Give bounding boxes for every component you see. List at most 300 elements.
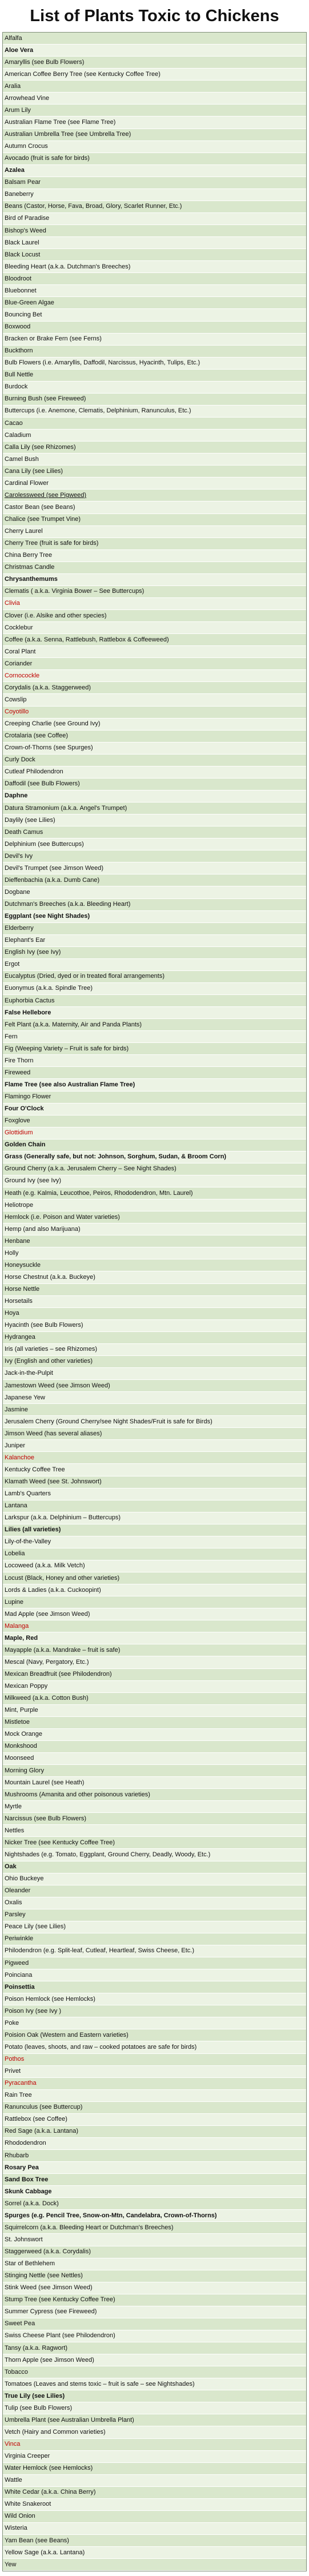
plant-name: Hemlock (i.e. Poison and Water varieties) (5, 1213, 120, 1221)
plant-row (3, 610, 306, 622)
plant-row (3, 923, 306, 935)
plant-row (3, 2499, 306, 2511)
plant-row (3, 33, 306, 45)
plant-name: Hoya (5, 1310, 19, 1317)
plant-row (3, 2282, 306, 2294)
plant-name: Foxglove (5, 1117, 30, 1125)
plant-name: Ranunculus (see Buttercup) (5, 2104, 83, 2111)
plant-row (3, 731, 306, 743)
plant-name: Hyacinth (see Bulb Flowers) (5, 1322, 83, 1329)
plant-name: Parsley (5, 1911, 26, 1919)
plant-name: Camel Bush (5, 455, 39, 463)
plant-row (3, 334, 306, 346)
plant-row (3, 1777, 306, 1789)
plant-name: Flame Tree (see also Australian Flame Tree) (5, 1081, 135, 1088)
plant-name: Ohio Buckeye (5, 1875, 44, 1883)
plant-name: Azalea (5, 167, 25, 174)
plant-name: Vetch (Hairy and Common varieties) (5, 2428, 106, 2435)
plant-name: Arrowhead Vine (5, 94, 50, 102)
plant-row (3, 1067, 306, 1079)
plant-name: Bracken or Brake Fern (see Ferns) (5, 335, 102, 343)
plant-name: Lamb's Quarters (5, 1490, 51, 1498)
plant-name: Stump Tree (see Kentucky Coffee Tree) (5, 2296, 115, 2304)
plant-row (3, 1127, 306, 1139)
plant-row (3, 2186, 306, 2198)
plant-row (3, 370, 306, 382)
plant-row (3, 1392, 306, 1404)
plant-name: Umbrella Plant (see Australian Umbrella Plant) (5, 2416, 134, 2423)
plant-name: Tulip (see Bulb Flowers) (5, 2404, 73, 2412)
plant-row (3, 814, 306, 826)
page-title: List of Plants Toxic to Chickens (30, 7, 279, 25)
plant-row (3, 2306, 306, 2318)
plant-row (3, 1092, 306, 1104)
plant-name: Coffee (a.k.a. Senna, Rattlebush, Rattlebox & Coffeeweed) (5, 636, 169, 643)
plant-row (3, 105, 306, 117)
plant-row (3, 1296, 306, 1308)
plant-name: Cana Lily (see Lilies) (5, 467, 63, 475)
plant-name: Nicker Tree (see Kentucky Coffee Tree) (5, 1839, 115, 1846)
plant-name: Malanga (5, 1622, 29, 1630)
plant-table (2, 32, 307, 2571)
plant-row (3, 971, 306, 983)
plant-name: Aloe Vera (5, 46, 34, 54)
plant-name: Lilies (all varieties) (5, 1526, 61, 1534)
plant-row (3, 1837, 306, 1849)
plant-row (3, 2463, 306, 2475)
plant-name: Amaryllis (see Bulb Flowers) (5, 58, 85, 66)
plant-row (3, 1921, 306, 1933)
plant-row (3, 478, 306, 489)
plant-name: Poison Hemlock (see Hemlocks) (5, 1995, 95, 2003)
plant-row (3, 2439, 306, 2451)
plant-name: Moonseed (5, 1755, 34, 1762)
plant-row (3, 406, 306, 418)
plant-name: Boxwood (5, 323, 31, 331)
plant-row (3, 526, 306, 538)
plant-row (3, 550, 306, 562)
plant-name: Bluebonnet (5, 287, 37, 294)
plant-row (3, 273, 306, 285)
plant-name: Larkspur (a.k.a. Delphinium – Buttercups) (5, 1514, 121, 1522)
plant-row (3, 2102, 306, 2114)
plant-name: Daphne (5, 792, 28, 800)
plant-name: Creeping Charlie (see Ground Ivy) (5, 720, 101, 728)
plant-name: Locoweed (a.k.a. Milk Vetch) (5, 1562, 85, 1570)
plant-name: Stink Weed (see Jimson Weed) (5, 2284, 93, 2292)
plant-name: Aralia (5, 82, 21, 90)
plant-name: Mistletoe (5, 1719, 30, 1726)
plant-name: Datura Stramonium (a.k.a. Angel's Trumpet) (5, 804, 127, 812)
plant-name: Glottidium (5, 1129, 33, 1137)
plant-row (3, 598, 306, 610)
plant-row (3, 129, 306, 141)
plant-row (3, 574, 306, 586)
plant-row (3, 1116, 306, 1127)
plant-name: Cornocockle (5, 672, 40, 679)
plant-name: Castor Bean (see Beans) (5, 503, 75, 511)
plant-row (3, 2559, 306, 2571)
plant-row (3, 947, 306, 959)
plant-name: Coral Plant (5, 648, 36, 655)
plant-name: Holly (5, 1249, 19, 1257)
plant-name: Horse Chestnut (a.k.a. Buckeye) (5, 1273, 95, 1281)
plant-row (3, 442, 306, 454)
plant-row (3, 1873, 306, 1885)
plant-name: Rhododendron (5, 2140, 46, 2147)
plant-name: Dogbane (5, 888, 30, 896)
plant-name: Ivy (English and other varieties) (5, 1358, 93, 1365)
plant-row (3, 1644, 306, 1656)
plant-row (3, 1488, 306, 1500)
plant-name: Nightshades (e.g. Tomato, Eggplant, Ground Cherry, Deadly, Woody, Etc.) (5, 1851, 211, 1858)
plant-name: Spurges (e.g. Pencil Tree, Snow-on-Mtn, Candelabra, Crown-of-Thorns) (5, 2212, 217, 2219)
plant-row (3, 189, 306, 201)
plant-name: Mushrooms (Amanita and other poisonous varieties) (5, 1791, 150, 1798)
plant-row (3, 177, 306, 189)
plant-row (3, 707, 306, 719)
plant-name: Black Locust (5, 251, 41, 258)
plant-row (3, 911, 306, 923)
plant-name: Rattlebox (see Coffee) (5, 2116, 67, 2123)
plant-row (3, 2078, 306, 2090)
plant-name: Jack-in-the-Pulpit (5, 1370, 53, 1377)
plant-name: Calla Lily (see Rhizomes) (5, 443, 76, 451)
plant-name: Devil's Trumpet (see Jimson Weed) (5, 864, 104, 872)
plant-row (3, 634, 306, 646)
plant-name: Mexican Breadfruit (see Philodendron) (5, 1671, 112, 1678)
plant-row (3, 1235, 306, 1247)
plant-name: White Snakeroot (5, 2501, 51, 2508)
plant-name: Caladium (5, 431, 31, 439)
plant-row (3, 1669, 306, 1681)
plant-row (3, 2402, 306, 2414)
plant-row (3, 1813, 306, 1825)
plant-row (3, 2198, 306, 2210)
plant-name: Horse Nettle (5, 1286, 40, 1293)
plant-row (3, 959, 306, 971)
plant-name: Bleeding Heart (a.k.a. Dutchman's Breeches) (5, 263, 131, 270)
plant-name: Thorn Apple (see Jimson Weed) (5, 2356, 94, 2364)
plant-row (3, 1175, 306, 1187)
plant-row (3, 1428, 306, 1440)
plant-name: Elephant's Ear (5, 937, 46, 944)
plant-name: Flamingo Flower (5, 1093, 51, 1101)
plant-row (3, 2378, 306, 2390)
plant-name: Lily-of-the-Valley (5, 1538, 51, 1546)
plant-row (3, 2390, 306, 2402)
plant-row (3, 2523, 306, 2535)
plant-row (3, 779, 306, 791)
plant-row (3, 1885, 306, 1897)
plant-name: Tansy (a.k.a. Ragwort) (5, 2344, 68, 2352)
plant-row (3, 1452, 306, 1464)
plant-name: Poinciana (5, 1971, 33, 1979)
plant-name: Squirrelcorn (a.k.a. Bleeding Heart or Dutchman's Breeches) (5, 2224, 174, 2231)
plant-row (3, 165, 306, 177)
plant-name: Nettles (5, 1827, 25, 1834)
plant-name: Avocado (fruit is safe for birds) (5, 155, 90, 162)
plant-row (3, 93, 306, 105)
plant-row (3, 141, 306, 153)
plant-row (3, 2005, 306, 2017)
plant-row (3, 2354, 306, 2366)
plant-name: Bloodroot (5, 275, 32, 282)
plant-name: Yellow Sage (a.k.a. Lantana) (5, 2549, 85, 2556)
plant-row (3, 1789, 306, 1801)
plant-name: Fig (Weeping Variety – Fruit is safe for birds) (5, 1045, 129, 1052)
plant-row (3, 201, 306, 213)
plant-row (3, 2342, 306, 2354)
plant-name: Locust (Black, Honey and other varieties) (5, 1574, 120, 1582)
plant-name: Cardinal Flower (5, 479, 49, 487)
plant-row (3, 1897, 306, 1909)
plant-name: Kentucky Coffee Tree (5, 1466, 65, 1473)
plant-name: Cherry Laurel (5, 528, 43, 535)
plant-name: Klamath Weed (see St. Johnswort) (5, 1478, 102, 1486)
plant-name: Crotalaria (see Coffee) (5, 732, 69, 740)
plant-row (3, 2162, 306, 2174)
plant-name: Myrtle (5, 1803, 22, 1810)
plant-row (3, 2258, 306, 2270)
plant-row (3, 2054, 306, 2066)
plant-name: Dieffenbachia (a.k.a. Dumb Cane) (5, 876, 100, 884)
plant-name: Staggerweed (a.k.a. Corydalis) (5, 2248, 91, 2256)
plant-row (3, 466, 306, 478)
plant-name: Golden Chain (5, 1141, 46, 1149)
plant-name: Poison Ivy (see Ivy ) (5, 2007, 62, 2015)
plant-name: Ground Ivy (see Ivy) (5, 1177, 62, 1185)
plant-row (3, 995, 306, 1007)
plant-row (3, 2090, 306, 2102)
plant-name: Cacao (5, 419, 23, 427)
plant-name: Pyracantha (5, 2080, 37, 2087)
plant-name: Black Laurel (5, 239, 39, 246)
plant-row (3, 1380, 306, 1392)
plant-row (3, 2234, 306, 2246)
plant-name: Mexican Poppy (5, 1683, 48, 1690)
plant-row (3, 1861, 306, 1873)
plant-name: Jamestown Weed (see Jimson Weed) (5, 1382, 110, 1389)
plant-name: English Ivy (see Ivy) (5, 949, 61, 956)
plant-row (3, 1151, 306, 1163)
plant-row (3, 1969, 306, 1981)
plant-row (3, 1187, 306, 1199)
plant-name: Blue-Green Algae (5, 299, 54, 306)
plant-row (3, 2210, 306, 2222)
plant-row (3, 2294, 306, 2306)
plant-name: Cocklebur (5, 624, 33, 631)
plant-row (3, 2041, 306, 2053)
plant-name: Cherry Tree (fruit is safe for birds) (5, 540, 99, 547)
plant-row (3, 1031, 306, 1043)
plant-row (3, 1271, 306, 1283)
plant-row (3, 1199, 306, 1211)
plant-name: Mock Orange (5, 1731, 43, 1738)
plant-name: Bishop's Weed (5, 227, 46, 234)
plant-row (3, 2246, 306, 2258)
plant-name: Cowslip (5, 696, 27, 703)
plant-row (3, 1741, 306, 1753)
plant-row (3, 225, 306, 237)
plant-row (3, 983, 306, 995)
plant-row (3, 117, 306, 129)
plant-row (3, 501, 306, 513)
plant-row (3, 1909, 306, 1921)
plant-row (3, 1043, 306, 1055)
plant-row (3, 1632, 306, 1644)
plant-name: Jimson Weed (has several aliases) (5, 1430, 102, 1437)
plant-name: Clover (i.e. Alsike and other species) (5, 612, 107, 619)
plant-name: Autumn Crocus (5, 143, 48, 150)
plant-row (3, 2222, 306, 2234)
plant-name: Iris (all varieties – see Rhizomes) (5, 1346, 97, 1353)
plant-row (3, 1284, 306, 1296)
plant-row (3, 743, 306, 755)
plant-name: Crown-of-Thorns (see Spurges) (5, 744, 93, 752)
plant-row (3, 562, 306, 574)
plant-name: Heliotrope (5, 1201, 34, 1209)
plant-row (3, 1765, 306, 1777)
plant-row (3, 1320, 306, 1332)
plant-row (3, 1007, 306, 1019)
plant-row (3, 2029, 306, 2041)
plant-row (3, 874, 306, 886)
plant-name: Baneberry (5, 191, 34, 198)
plant-name: Yam Bean (see Beans) (5, 2537, 69, 2544)
plant-name: Juniper (5, 1442, 26, 1449)
plant-name: Morning Glory (5, 1767, 45, 1774)
plant-row (3, 358, 306, 370)
plant-name: Pigweed (5, 1959, 29, 1967)
plant-name: Bulb Flowers (i.e. Amaryllis, Daffodil, Narcissus, Hyacinth, Tulips, Etc.) (5, 359, 200, 367)
plant-row (3, 1981, 306, 1993)
plant-row (3, 430, 306, 442)
plant-name: Skunk Cabbage (5, 2188, 52, 2195)
plant-name: Rain Tree (5, 2092, 32, 2099)
plant-name: Poke (5, 2019, 19, 2027)
plant-row (3, 1259, 306, 1271)
plant-row (3, 1705, 306, 1717)
plant-name: Dutchman's Breeches (a.k.a. Bleeding Heart) (5, 901, 131, 908)
plant-row (3, 297, 306, 309)
plant-row (3, 2138, 306, 2150)
plant-name: Euphorbia Cactus (5, 997, 55, 1004)
plant-row (3, 1560, 306, 1572)
plant-row (3, 2535, 306, 2547)
plant-name: Christmas Candle (5, 564, 55, 571)
plant-row (3, 1104, 306, 1116)
plant-row (3, 2270, 306, 2282)
plant-name: Potato (leaves, shoots, and raw – cooked potatoes are safe for birds) (5, 2043, 197, 2051)
plant-row (3, 826, 306, 838)
plant-name: Maple, Red (5, 1634, 38, 1642)
plant-row (3, 719, 306, 731)
plant-row (3, 646, 306, 658)
plant-name: Fern (5, 1033, 18, 1040)
plant-name: Mayapple (a.k.a. Mandrake – fruit is safe) (5, 1646, 121, 1654)
plant-name: Mint, Purple (5, 1707, 38, 1714)
plant-name: Burdock (5, 383, 28, 391)
plant-name: Chalice (see Trumpet Vine) (5, 516, 81, 523)
plant-row (3, 1356, 306, 1368)
plant-row (3, 767, 306, 779)
plant-name: Philodendron (e.g. Split-leaf, Cutleaf, Heartleaf, Swiss Cheese, Etc.) (5, 1947, 194, 1955)
plant-name: Japanese Yew (5, 1394, 45, 1401)
plant-name: Wild Onion (5, 2513, 35, 2520)
plant-row (3, 1572, 306, 1584)
plant-row (3, 346, 306, 358)
plant-row (3, 1163, 306, 1175)
plant-row (3, 803, 306, 814)
plant-name: Poision Oak (Western and Eastern varieties) (5, 2031, 129, 2039)
plant-name: Hydrangea (5, 1334, 35, 1341)
plant-name: Eggplant (see Night Shades) (5, 913, 90, 920)
plant-row (3, 1332, 306, 1344)
plant-name: Hemp (and also Marijuana) (5, 1225, 81, 1233)
plant-row (3, 694, 306, 706)
plant-name: Coyotillo (5, 708, 29, 716)
plant-name: Periwinkle (5, 1935, 34, 1943)
plant-row (3, 1476, 306, 1488)
plant-row (3, 1753, 306, 1765)
plant-name: Oleander (5, 1887, 31, 1895)
plant-row (3, 1079, 306, 1091)
plant-row (3, 1933, 306, 1945)
plant-row (3, 1825, 306, 1837)
plant-name: True Lily (see Lilies) (5, 2392, 65, 2400)
plant-name: Eucalyptus (Dried, dyed or in treated floral arrangements) (5, 973, 165, 980)
plant-name: Lantana (5, 1502, 27, 1510)
plant-name: Jasmine (5, 1406, 28, 1413)
plant-name: Peace Lily (see Lilies) (5, 1923, 66, 1931)
plant-row (3, 1500, 306, 1512)
plant-row (3, 2547, 306, 2559)
plant-row (3, 1536, 306, 1548)
plant-row (3, 935, 306, 947)
plant-name: Virginia Creeper (5, 2453, 50, 2460)
plant-row (3, 1416, 306, 1428)
plant-name: Carolessweed (see Pigweed) (5, 491, 87, 499)
plant-name: Mountain Laurel (see Heath) (5, 1779, 85, 1786)
plant-row (3, 1139, 306, 1151)
plant-row (3, 850, 306, 862)
plant-row (3, 1957, 306, 1969)
plant-name: Chrysanthemums (5, 576, 58, 583)
plant-name: Narcissus (see Bulb Flowers) (5, 1815, 87, 1822)
plant-name: Wisteria (5, 2525, 27, 2532)
plant-row (3, 1801, 306, 1813)
plant-row (3, 670, 306, 682)
plant-name: Grass (Generally safe, but not: Johnson, Sorghum, Sudan, & Broom Corn) (5, 1153, 227, 1161)
plant-row (3, 69, 306, 81)
plant-row (3, 1681, 306, 1693)
plant-row (3, 309, 306, 321)
plant-row (3, 2475, 306, 2487)
plant-row (3, 2330, 306, 2342)
plant-row (3, 658, 306, 670)
plant-row (3, 2126, 306, 2138)
plant-name: Death Camus (5, 828, 43, 836)
plant-name: Clivia (5, 600, 20, 607)
plant-name: Coriander (5, 660, 33, 667)
plant-name: Wattle (5, 2477, 22, 2484)
plant-row (3, 2174, 306, 2186)
plant-name: Tobacco (5, 2368, 28, 2376)
plant-row (3, 1656, 306, 1668)
plant-name: Euonymus (a.k.a. Spindle Tree) (5, 985, 93, 992)
plant-row (3, 489, 306, 501)
